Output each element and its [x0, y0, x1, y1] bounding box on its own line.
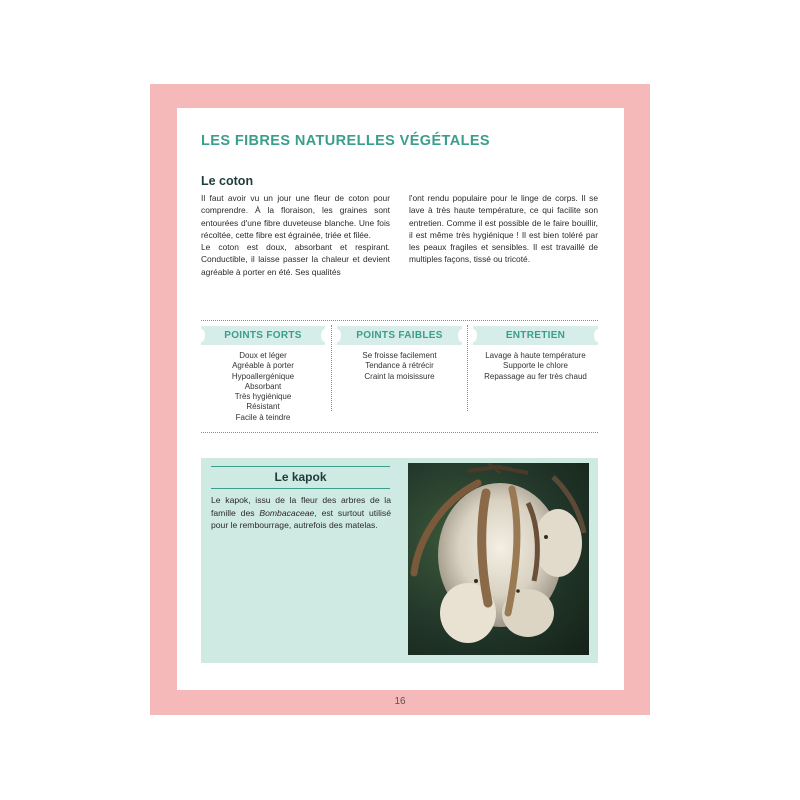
- kapok-rule-top: [211, 466, 390, 467]
- points-faibles-heading: POINTS FAIBLES: [337, 326, 462, 345]
- cotton-text-right: [409, 192, 598, 266]
- column-divider-1: [331, 325, 332, 411]
- list-item: Facile à teindre: [235, 412, 291, 422]
- list-item: Se froisse facilement: [362, 351, 437, 360]
- list-item: Hypoallergénique: [231, 371, 295, 381]
- table-bottom-divider: [201, 432, 598, 433]
- list-item: Repassage au fer très chaud: [484, 371, 587, 381]
- kapok-text-start: Le kapok, issu de la fleur des arbres de la famille des: [211, 495, 391, 518]
- list-item: Absorbant: [244, 381, 282, 391]
- entretien-heading: ENTRETIEN: [473, 326, 598, 345]
- cotton-paragraph-2: Le coton est doux, absorbant et respirant. Conductible, il laisse passer la chaleur et devient agréable à porter en été. Ses qualités: [201, 242, 390, 277]
- list-item: Tendance à rétrécir: [365, 361, 434, 371]
- kapok-heading: Le kapok: [274, 470, 327, 484]
- kapok-pod-illustration: [408, 463, 589, 655]
- kapok-text-end: , est surtout utilisé pour le rembourrage, autrefois des matelas.: [211, 507, 391, 531]
- points-forts-heading: POINTS FORTS: [201, 326, 325, 345]
- points-faibles-list: [337, 351, 462, 382]
- cotton-paragraph-1: Il faut avoir vu un jour une fleur de coton pour comprendre. À la floraison, les graines sont entourées d'une fibre duveteuse blanche. Une fois récoltée, cette fibre est égrainée, triée et filée.: [201, 193, 390, 240]
- kapok-pod-photo: [408, 463, 589, 655]
- column-divider-2: [467, 325, 468, 411]
- kapok-description: [211, 494, 391, 532]
- list-item: Agréable à porter: [232, 361, 294, 371]
- cotton-paragraph-3: l'ont rendu populaire pour le linge de corps. Il se lave à très haute température, ce qui facilite son entretien. Comme il est possible de le faire bouillir, il est même très hygiénique ! Il est bien toléré par les peaux fragiles et sensibles. Il est travaillé de multiples façons, tissé ou tricoté.: [409, 193, 598, 265]
- list-item: Craint la moisissure: [364, 371, 435, 381]
- entretien-list: [473, 351, 598, 382]
- list-item: Supporte le chlore: [503, 361, 568, 371]
- page-number: 16: [394, 696, 406, 707]
- cotton-heading: Le coton: [201, 174, 254, 188]
- kapok-latin-name: Bombacaceae: [259, 507, 315, 518]
- table-top-divider: [201, 320, 598, 321]
- section-title: LES FIBRES NATURELLES VÉGÉTALES: [201, 133, 490, 149]
- list-item: Très hygiénique: [234, 392, 292, 402]
- list-item: Doux et léger: [239, 351, 287, 360]
- cotton-text-left: [201, 192, 390, 278]
- list-item: Lavage à haute température: [485, 351, 586, 360]
- points-forts-list: [201, 351, 325, 423]
- list-item: Résistant: [246, 402, 280, 412]
- kapok-rule-bottom: [211, 488, 390, 489]
